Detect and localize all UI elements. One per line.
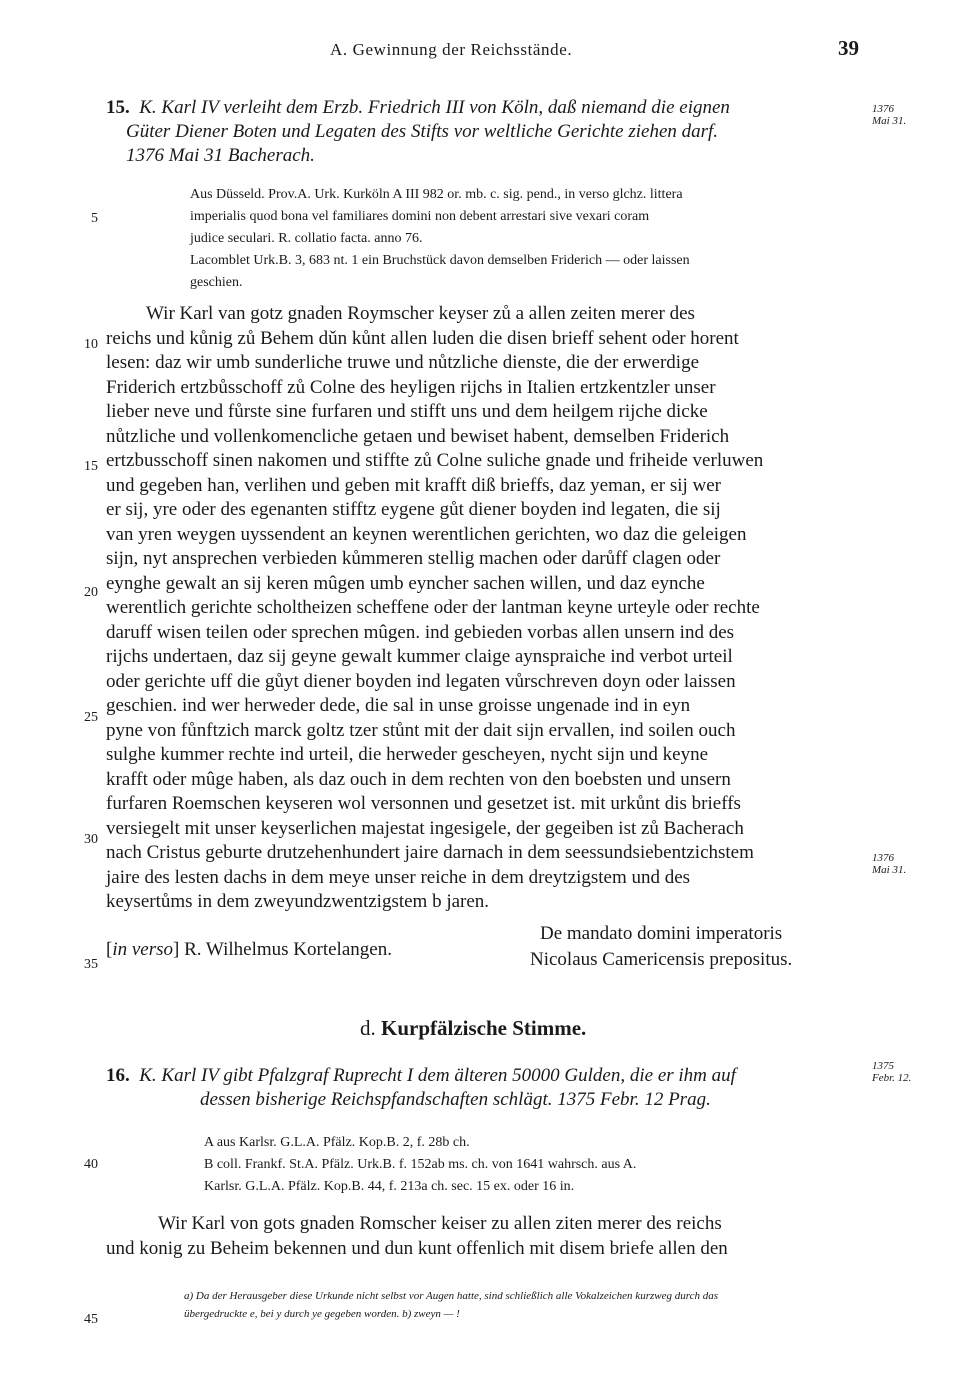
text-line: jaire des lesten dachs in dem meye unser reiche in dem dreytzigstem und des bbox=[106, 867, 691, 888]
source-line: Karlsr. G.L.A. Pfälz. Kop.B. 44, f. 213a ch. sec. 15 ex. oder 16 in. bbox=[204, 1179, 575, 1194]
text-line: werentlich gerichte scholtheizen scheffene oder der lantman keyne urteyle oder rechte bbox=[106, 597, 760, 618]
text-line: van yren weygen uyssendent an keynen werentlichen gerichten, wo daz die geleigen bbox=[106, 524, 747, 545]
margin-date-year: 1375 bbox=[872, 1060, 894, 1072]
doc16-regest bbox=[106, 1064, 866, 1112]
doc16-source bbox=[204, 1132, 864, 1198]
line-number: 15 bbox=[84, 459, 98, 474]
text-line: Wir Karl van gotz gnaden Roymscher keyser zů a allen zeiten merer des bbox=[146, 303, 695, 324]
text-line: sijn, nyt ansprechen verbieden kůmmeren stellig machen oder darůff clagen oder bbox=[106, 548, 721, 569]
text-line: rijchs undertaen, daz sij geyne gewalt kummer claige aynspraiche ind verbot urteil bbox=[106, 646, 733, 667]
line-number: 35 bbox=[84, 957, 98, 972]
text-line: furfaren Roemschen keyseren wol versonnen und gesetzet ist. mit urkůnt dis brieffs bbox=[106, 793, 741, 814]
text-line: pyne von fůnftzich marck goltz tzer stůnt mit der dait sijn ervallen, ind soilen ouch bbox=[106, 720, 736, 741]
source-line: B coll. Frankf. St.A. Pfälz. Urk.B. f. 152ab ms. ch. von 1641 wahrsch. aus A. bbox=[204, 1157, 637, 1172]
text-line: oder gerichte uff die gůyt diener boyden ind legaten vůrschreven doyn oder laissen bbox=[106, 671, 736, 692]
source-line: Aus Düsseld. Prov.A. Urk. Kurköln A III 982 or. mb. c. sig. pend., in verso glchz. littera bbox=[190, 187, 683, 202]
in-verso-text: R. Wilhelmus Kortelangen. bbox=[184, 939, 392, 960]
source-line: geschien. bbox=[190, 275, 243, 290]
line-number: 5 bbox=[91, 211, 98, 226]
mandate-line: De mandato domini imperatoris bbox=[540, 923, 783, 944]
doc15-regest-line: 1376 Mai 31 Bacherach. bbox=[126, 145, 315, 166]
line-number: 40 bbox=[84, 1157, 98, 1172]
doc15-source bbox=[190, 184, 870, 294]
in-verso-note: [in verso] R. Wilhelmus Kortelangen. bbox=[106, 939, 392, 960]
doc16-margin-date bbox=[872, 1060, 911, 1084]
mandate-line: Nicolaus Camericensis prepositus. bbox=[530, 949, 793, 970]
text-line: geschien. ind wer herweder dede, die sal in unse groisse ungenade ind in eyn bbox=[106, 695, 691, 716]
text-line: er sij, yre oder des egenanten stifftz eygene gůt diener boyden ind legaten, die sij bbox=[106, 499, 721, 520]
text-line: lieber neve und fůrste sine furfaren und stifft uns und dem heilgem rijche dicke bbox=[106, 401, 708, 422]
line-number: 45 bbox=[84, 1312, 98, 1327]
source-line: judice seculari. R. collatio facta. anno 76. bbox=[190, 231, 423, 246]
text-line: ertzbusschoff sinen nakomen und stiffte zů Colne suliche gnade und friheide verluwen bbox=[106, 450, 764, 471]
text-line: lesen: daz wir umb sunderliche truwe und nůtzliche dienste, die der erwerdige bbox=[106, 352, 700, 373]
page-number: 39 bbox=[838, 36, 859, 60]
source-line: imperialis quod bona vel familiares domini non debent arrestari sive vexari coram bbox=[190, 209, 650, 224]
text-line: und konig zu Beheim bekennen und dun kunt offenlich mit disem briefe allen den bbox=[106, 1238, 728, 1259]
margin-date-day: Mai 31. bbox=[872, 864, 907, 876]
text-line: Friderich ertzbůsschoff zů Colne des heyligen rijchs in Italien ertzkentzler unser bbox=[106, 377, 716, 398]
footnotes bbox=[184, 1287, 874, 1323]
section-title: Kurpfälzische Stimme. bbox=[381, 1016, 587, 1040]
text-line: daruff wisen teilen oder sprechen mûgen. ind gebieden vorbas allen unsern ind des bbox=[106, 622, 735, 643]
margin-date-year: 1376 bbox=[872, 103, 894, 115]
doc15-regest-line: K. Karl IV verleiht dem Erzb. Friedrich III von Köln, daß niemand die eignen bbox=[139, 97, 730, 118]
in-verso-label: in verso bbox=[112, 939, 174, 960]
doc15-closing-margin-date bbox=[872, 852, 906, 876]
footnote-line: a) Da der Herausgeber diese Urkunde nicht selbst vor Augen hatte, sind schließlich alle Vokalzeichen kurzweg durch das bbox=[184, 1290, 719, 1302]
doc15-number: 15. bbox=[106, 97, 130, 118]
doc16-regest-line: dessen bisherige Reichspfandschaften schlägt. 1375 Febr. 12 Prag. bbox=[200, 1089, 711, 1110]
doc16-regest-line: K. Karl IV gibt Pfalzgraf Ruprecht I dem älteren 50000 Gulden, die er ihm auf bbox=[139, 1065, 736, 1086]
text-line: sulghe kummer rechte ind urteil, die herweder gescheyen, nycht sijn und keyne bbox=[106, 744, 708, 765]
text-line: nach Cristus geburte drutzehenhundert jaire darnach in dem seessundsiebentzichstem bbox=[106, 842, 754, 863]
text-line: und gegeben han, verlihen und geben mit krafft diß brieffs, daz yeman, er sij wer bbox=[106, 475, 722, 496]
source-line: Lacomblet Urk.B. 3, 683 nt. 1 ein Bruchstück davon demselben Friderich — oder laissen bbox=[190, 253, 690, 268]
line-number: 10 bbox=[84, 337, 98, 352]
running-head: A. Gewinnung der Reichsstände. bbox=[330, 40, 573, 59]
doc15-regest bbox=[106, 96, 866, 168]
doc15-regest-line: Güter Diener Boten und Legaten des Stifts vor weltliche Gerichte ziehen darf. bbox=[126, 121, 719, 142]
doc16-number: 16. bbox=[106, 1065, 130, 1086]
margin-date-day: Febr. 12. bbox=[872, 1072, 912, 1084]
line-number: 30 bbox=[84, 832, 98, 847]
margin-date-day: Mai 31. bbox=[872, 115, 907, 127]
section-letter: d. bbox=[360, 1016, 376, 1040]
text-line: Wir Karl von gots gnaden Romscher keiser zu allen ziten merer des reichs bbox=[158, 1213, 722, 1234]
margin-date-year: 1376 bbox=[872, 852, 894, 864]
line-number: 25 bbox=[84, 710, 98, 725]
text-line: eynghe gewalt an sij keren mûgen umb eyncher sachen willen, und daz eynche bbox=[106, 573, 705, 594]
text-line: keysertůms in dem zweyundzwentzigstem b jaren. bbox=[106, 891, 490, 912]
text-line: krafft oder mûge haben, als daz ouch in dem rechten von den boebsten und unsern bbox=[106, 769, 731, 790]
footnote-line: übergedruckte e, bei y durch ye gegeben worden. b) zweyn — ! bbox=[184, 1308, 460, 1320]
doc15-margin-date bbox=[872, 103, 906, 127]
line-number: 20 bbox=[84, 585, 98, 600]
section-heading bbox=[360, 1016, 586, 1041]
text-line: nůtzliche und vollenkomencliche getaen und bewiset habent, demselben Friderich bbox=[106, 426, 730, 447]
text-line: versiegelt mit unser keyserlichen majestat ingesigele, der gegeiben ist zů Bacherach bbox=[106, 818, 744, 839]
text-line: reichs und kůnig zů Behem dǔn kůnt allen luden die disen brieff sehent oder horent bbox=[106, 328, 739, 349]
source-line: A aus Karlsr. G.L.A. Pfälz. Kop.B. 2, f. 28b ch. bbox=[204, 1135, 470, 1150]
